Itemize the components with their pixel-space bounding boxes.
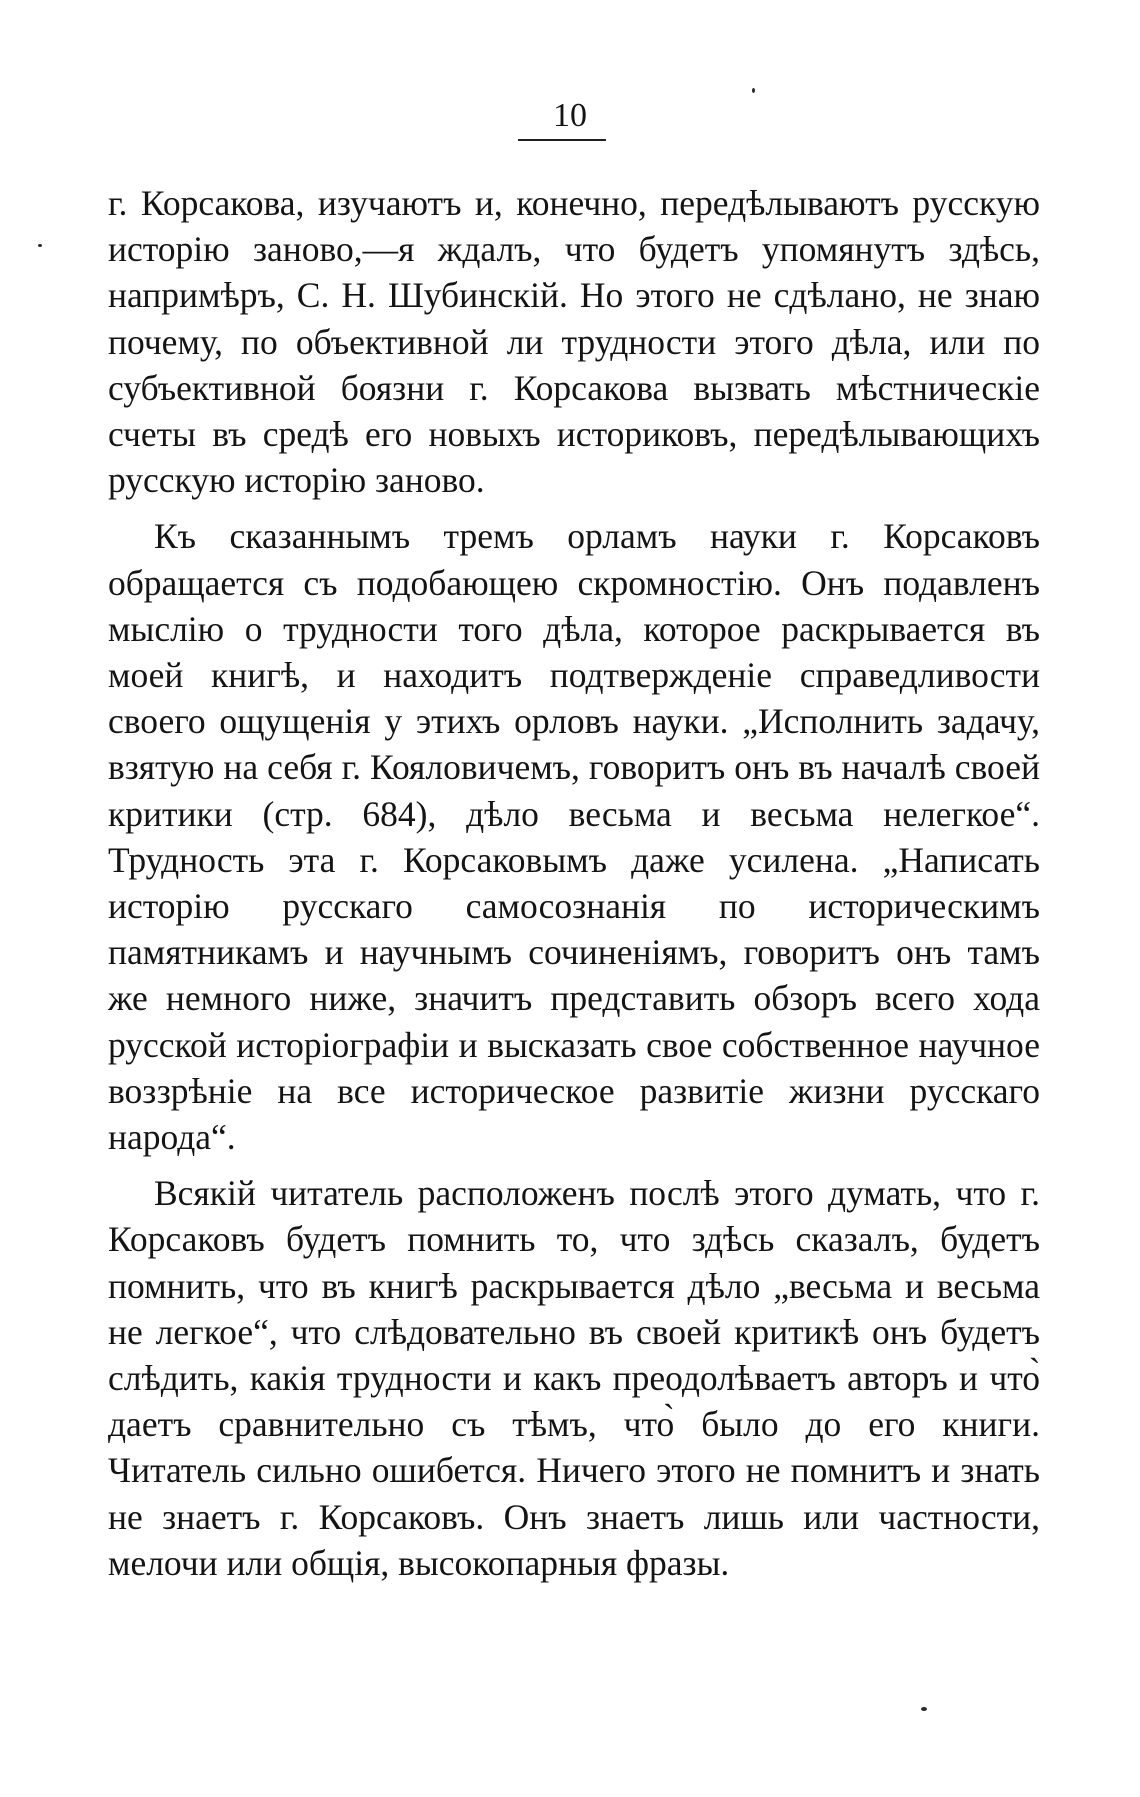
paragraph: Къ сказаннымъ тремъ орламъ науки г. Корсаковъ обращается съ подобающею скромностію. Онъ подавленъ мыслію о трудности того дѣла, которое раскрывается въ моей книгѣ, и находитъ подтвержденіе справедливости своего ощущенія у этихъ орловъ науки. „Исполнить задачу, взятую на себя г. Кояловичемъ, говоритъ онъ въ началѣ своей критики (стр. 684), дѣло весьма и весьма нелегкое“. Трудность эта г. Корсаковымъ даже усилена. „Написать исторію русскаго самосознанія по историческимъ памятникамъ и научнымъ сочиненіямъ, говоритъ онъ тамъ же немного ниже, значитъ представить обзоръ всего хода русской исторіографіи и высказать свое собственное научное воззрѣніе на все историческое развитіе жизни русскаго народа“. [108,516,1040,1158]
print-speck [752,88,755,93]
page-number-rule [518,139,606,141]
print-speck [38,244,42,247]
paragraph: г. Корсакова, изучаютъ и, конечно, передѣлываютъ русскую исторію заново,—я ждалъ, что будетъ упомянутъ здѣсь, напримѣръ, С. Н. Шубинскій. Но этого не сдѣлано, не знаю почему, по объективной ли трудности этого дѣла, или по субъективной боязни г. Корсакова вызвать мѣстническіе счеты въ средѣ его новыхъ историковъ, передѣлывающихъ русскую исторію заново. [108,183,1040,501]
body-text [108,180,1040,1586]
page-number: 10 [553,97,587,134]
paragraph: Всякій читатель расположенъ послѣ этого думать, что г. Корсаковъ будетъ помнить то, что здѣсь сказалъ, будетъ помнить, что въ книгѣ раскрывается дѣло „весьма и весьма не легкое“, что слѣдовательно въ своей критикѣ онъ будетъ слѣдить, какія трудности и какъ преодолѣваетъ авторъ и что̀ даетъ сравнительно съ тѣмъ, что̀ было до его книги. Читатель сильно ошибется. Ничего этого не помнитъ и знать не знаетъ г. Корсаковъ. Онъ знаетъ лишь или частности, мелочи или общія, высокопарныя фразы. [108,1173,1040,1583]
print-speck [921,1707,927,1711]
